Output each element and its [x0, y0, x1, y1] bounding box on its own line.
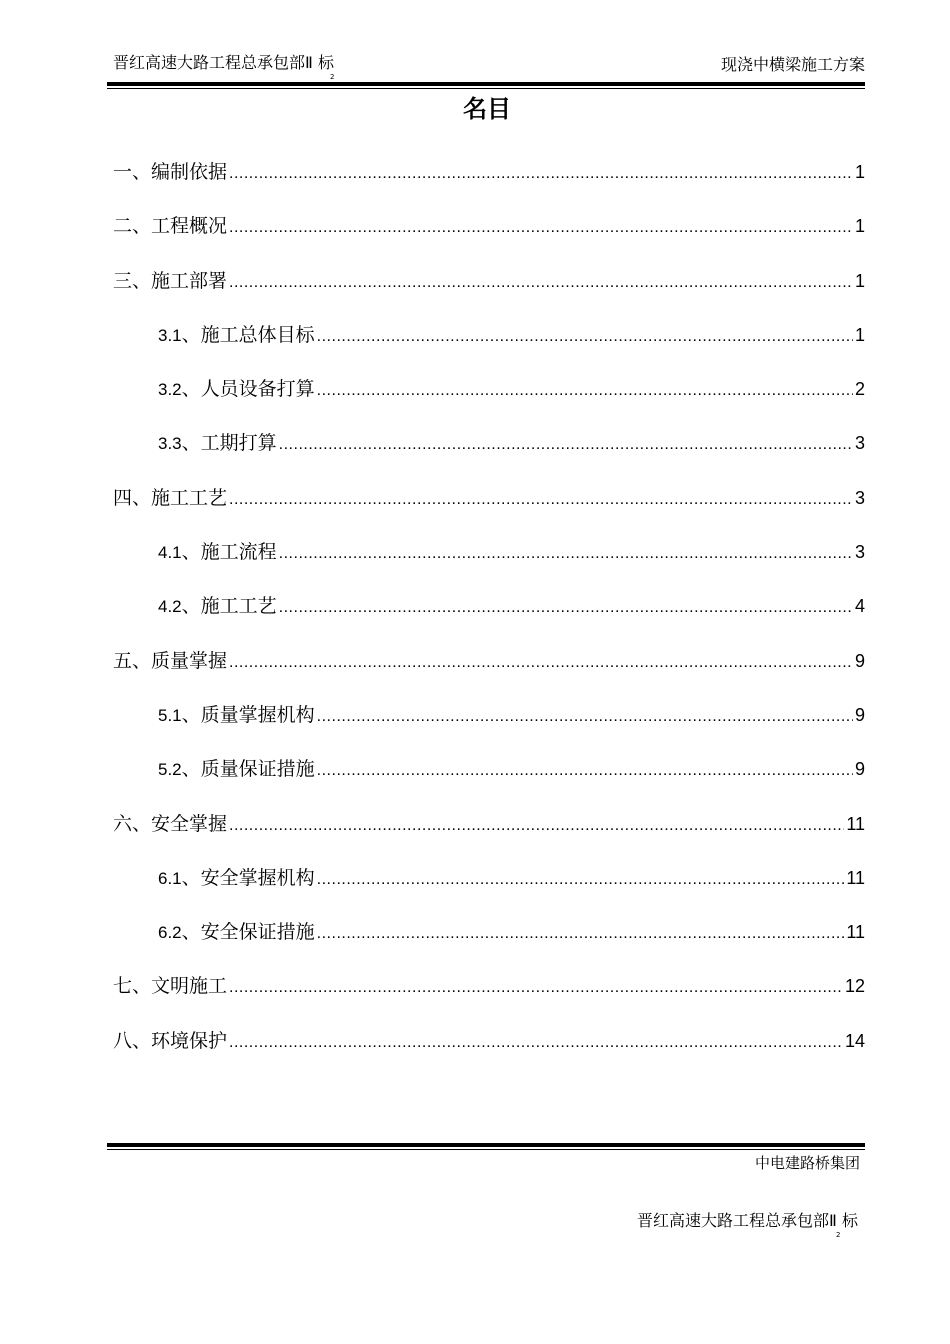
- toc-entry-page: 2: [854, 379, 865, 400]
- toc-dot-leader: [317, 757, 853, 785]
- toc-entry[interactable]: [113, 810, 865, 864]
- toc-entry-page: 11: [846, 867, 865, 888]
- toc-entry-number: 5.1: [158, 705, 182, 725]
- toc-entry-number: 3.1: [158, 325, 182, 345]
- toc-entry-label: 、质量保证措施: [181, 758, 315, 781]
- toc-entry[interactable]: [113, 267, 865, 321]
- header-rule-thick: [107, 82, 865, 86]
- toc-entry-page: 1: [854, 162, 865, 182]
- toc-entry[interactable]: [113, 701, 865, 755]
- toc-entry-label: 、安全保证措施: [181, 921, 315, 944]
- toc-entry-label: 、质量掌握机构: [181, 703, 315, 726]
- toc-entry[interactable]: [113, 158, 865, 212]
- toc-dot-leader: [317, 377, 853, 405]
- toc-dot-leader: [317, 866, 845, 894]
- toc-entry-label: 五、质量掌握: [113, 649, 228, 672]
- toc-dot-leader: [229, 1029, 843, 1057]
- toc-entry[interactable]: [113, 1027, 865, 1081]
- toc-entry[interactable]: [113, 429, 865, 483]
- toc-dot-leader: [229, 269, 853, 297]
- toc-dot-leader: [229, 486, 853, 514]
- toc-entry-page: 11: [846, 813, 865, 834]
- toc-entry-page: 9: [854, 759, 865, 780]
- toc-entry-page: 14: [844, 1030, 865, 1051]
- toc-entry[interactable]: [113, 538, 865, 592]
- toc-dot-leader: [229, 812, 844, 840]
- toc-entry-label: 三、施工部署: [113, 269, 228, 292]
- footer-rule-thin: [107, 1149, 865, 1150]
- toc-entry-number: 3.3: [158, 434, 182, 454]
- footer-organization: 中电建路桥集团: [754, 1154, 860, 1172]
- toc-entry-page: 3: [854, 542, 865, 563]
- toc-entry-number: 3.2: [158, 380, 182, 400]
- toc-dot-leader: [317, 703, 853, 731]
- toc-entry-label: 八、环境保护: [113, 1029, 228, 1052]
- toc-entry[interactable]: [113, 972, 865, 1026]
- header-document-title: 现浇中横梁施工方案: [720, 55, 865, 74]
- toc-entry-label: 七、文明施工: [113, 975, 228, 998]
- toc-entry-page: 4: [854, 596, 865, 617]
- toc-dot-leader: [279, 431, 853, 459]
- toc-entry-label: 、施工流程: [181, 541, 277, 564]
- header-project-name: 晋红高速大路工程总承包部Ⅱ 标: [113, 53, 334, 72]
- toc-entry[interactable]: [113, 755, 865, 809]
- header-subscript: 2: [330, 73, 335, 81]
- toc-entry-label: 六、安全掌握: [113, 812, 228, 835]
- header-rule-thin: [107, 88, 865, 89]
- toc-entry-number: 6.1: [158, 868, 182, 888]
- toc-entry-page: 12: [844, 976, 865, 997]
- toc-entry-number: 4.1: [158, 543, 182, 563]
- toc-entry[interactable]: [113, 321, 865, 375]
- toc-entry[interactable]: [113, 484, 865, 538]
- toc-entry-page: 9: [854, 650, 865, 671]
- toc-entry[interactable]: [113, 592, 865, 646]
- footer-project-name: 晋红高速大路工程总承包部Ⅱ 标: [637, 1211, 858, 1230]
- toc-dot-leader: [229, 214, 853, 242]
- toc-entry-page: 1: [854, 324, 865, 345]
- toc-entry-page: 3: [854, 487, 865, 508]
- toc-dot-leader: [229, 160, 853, 188]
- toc-entry-page: 11: [846, 922, 865, 943]
- footer-subscript: 2: [836, 1231, 841, 1239]
- footer-rule-thick: [107, 1143, 865, 1147]
- toc-entry-page: 3: [854, 433, 865, 454]
- toc-entry-number: 6.2: [158, 923, 182, 943]
- toc-entry-label: 二、工程概况: [113, 215, 228, 238]
- toc-entry[interactable]: [113, 375, 865, 429]
- toc-entry-label: 、施工工艺: [181, 595, 277, 618]
- toc-entry-label: 、人员设备打算: [181, 378, 315, 401]
- toc-entry[interactable]: [113, 918, 865, 972]
- toc-entry-number: 5.2: [158, 760, 182, 780]
- toc-entry-page: 1: [854, 216, 865, 237]
- toc-entry-page: 1: [854, 270, 865, 291]
- toc-dot-leader: [229, 974, 843, 1002]
- toc-entry-label: 一、编制依据: [113, 161, 228, 183]
- toc-entry[interactable]: [113, 864, 865, 918]
- toc-dot-leader: [317, 920, 845, 948]
- toc-dot-leader: [279, 594, 853, 622]
- toc-entry-label: 、施工总体目标: [181, 323, 315, 346]
- toc-entry-label: 、安全掌握机构: [181, 866, 315, 889]
- toc-dot-leader: [279, 540, 853, 568]
- toc-dot-leader: [317, 323, 853, 351]
- toc-entry-page: 9: [854, 704, 865, 725]
- toc-dot-leader: [229, 649, 853, 677]
- toc-entry[interactable]: [113, 647, 865, 701]
- toc-entry-number: 4.2: [158, 597, 182, 617]
- toc-entry-label: 、工期打算: [181, 432, 277, 455]
- toc-entry[interactable]: [113, 212, 865, 266]
- toc-entry-label: 四、施工工艺: [113, 486, 228, 509]
- page-title: 名目: [463, 95, 511, 123]
- table-of-contents: [113, 158, 865, 1081]
